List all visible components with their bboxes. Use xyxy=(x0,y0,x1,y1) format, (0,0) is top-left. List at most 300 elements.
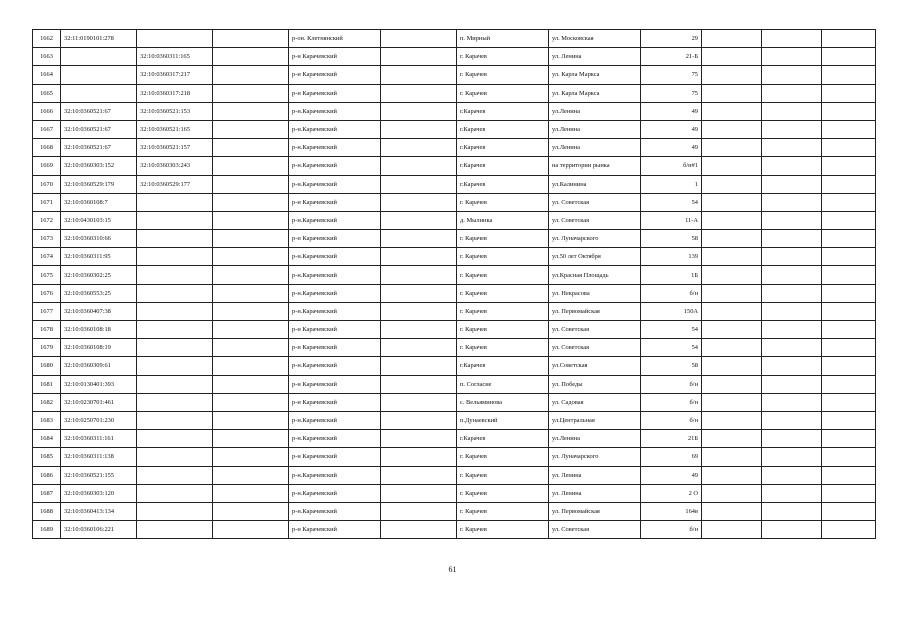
cell-cadastral-parent xyxy=(61,84,137,102)
cell-locality: с. Вельяминова xyxy=(457,393,549,411)
cell-cadastral-number: 32:10:0360521:165 xyxy=(137,120,213,138)
cell-empty xyxy=(213,193,289,211)
cell-cadastral-parent: 32:10:0360311:95 xyxy=(61,248,137,266)
cell-empty xyxy=(822,193,876,211)
cell-cadastral-parent xyxy=(61,48,137,66)
cell-empty xyxy=(381,411,457,429)
cell-locality: г.Карачев xyxy=(457,139,549,157)
cell-cadastral-parent: 32:10:0360407:38 xyxy=(61,302,137,320)
cell-district: р-н.Карачевский xyxy=(289,139,381,157)
table-row xyxy=(33,393,876,411)
cell-locality: г.Карачев xyxy=(457,175,549,193)
table-row xyxy=(33,120,876,138)
cell-cadastral-number xyxy=(137,30,213,48)
cell-empty xyxy=(213,357,289,375)
cell-district: р-н.Карачевский xyxy=(289,484,381,502)
cell-empty xyxy=(213,466,289,484)
cell-street: на территории рынка xyxy=(549,157,641,175)
cell-empty xyxy=(762,484,822,502)
cell-empty xyxy=(381,521,457,539)
cell-house: 58 xyxy=(641,230,702,248)
cell-house: 75 xyxy=(641,66,702,84)
cell-empty xyxy=(702,248,762,266)
cell-empty xyxy=(702,211,762,229)
table-row xyxy=(33,284,876,302)
cell-street: ул. Московская xyxy=(549,30,641,48)
cell-empty xyxy=(822,321,876,339)
table-body xyxy=(33,30,876,539)
cell-empty xyxy=(822,175,876,193)
cell-empty xyxy=(702,411,762,429)
cell-house: б/н xyxy=(641,411,702,429)
table-row xyxy=(33,357,876,375)
cell-empty xyxy=(762,430,822,448)
cell-house: 164в xyxy=(641,502,702,520)
cell-empty xyxy=(381,30,457,48)
table-row xyxy=(33,502,876,520)
cell-empty xyxy=(702,84,762,102)
cell-empty xyxy=(822,466,876,484)
cell-number: 1662 xyxy=(33,30,61,48)
cell-number: 1686 xyxy=(33,466,61,484)
cell-locality: г. Карачев xyxy=(457,466,549,484)
cell-cadastral-number xyxy=(137,193,213,211)
cell-empty xyxy=(702,430,762,448)
cell-empty xyxy=(381,302,457,320)
cell-cadastral-number xyxy=(137,393,213,411)
cell-house: 29 xyxy=(641,30,702,48)
cell-district: р-н Карачевский xyxy=(289,521,381,539)
cell-district: р-н.Карачевский xyxy=(289,157,381,175)
cell-cadastral-number xyxy=(137,266,213,284)
cell-house: 11-А xyxy=(641,211,702,229)
cell-house: 1 xyxy=(641,175,702,193)
cell-district: р-н.Карачевский xyxy=(289,102,381,120)
cell-empty xyxy=(381,48,457,66)
cell-cadastral-parent: 32:10:0360529:179 xyxy=(61,175,137,193)
cell-locality: г.Карачев xyxy=(457,102,549,120)
cell-number: 1680 xyxy=(33,357,61,375)
cell-locality: г. Карачев xyxy=(457,321,549,339)
cell-district: р-н Карачевский xyxy=(289,448,381,466)
cell-house: 21-Б xyxy=(641,48,702,66)
registry-table xyxy=(32,29,876,539)
cell-empty xyxy=(702,484,762,502)
cell-cadastral-number xyxy=(137,448,213,466)
cell-cadastral-parent: 32:10:0360106:221 xyxy=(61,521,137,539)
table-row xyxy=(33,339,876,357)
cell-house: 139 xyxy=(641,248,702,266)
cell-empty xyxy=(762,466,822,484)
cell-cadastral-parent: 32:10:0130401:393 xyxy=(61,375,137,393)
cell-cadastral-number: 32:10:0360311:165 xyxy=(137,48,213,66)
cell-cadastral-number: 32:10:0360317:218 xyxy=(137,84,213,102)
cell-street: ул. Советская xyxy=(549,339,641,357)
cell-empty xyxy=(762,157,822,175)
cell-locality: г. Карачев xyxy=(457,266,549,284)
cell-empty xyxy=(822,375,876,393)
cell-street: ул. Луначарского xyxy=(549,230,641,248)
cell-district: р-н Карачевский xyxy=(289,48,381,66)
cell-locality: г. Карачев xyxy=(457,521,549,539)
cell-number: 1689 xyxy=(33,521,61,539)
cell-street: ул. Первомайская xyxy=(549,302,641,320)
table-row xyxy=(33,321,876,339)
table-row xyxy=(33,484,876,502)
cell-empty xyxy=(381,357,457,375)
cell-locality: г. Карачев xyxy=(457,193,549,211)
cell-house: 49 xyxy=(641,120,702,138)
cell-empty xyxy=(213,284,289,302)
cell-empty xyxy=(381,66,457,84)
cell-district: р-н.Карачевский xyxy=(289,502,381,520)
cell-empty xyxy=(702,284,762,302)
cell-cadastral-parent: 32:10:0430103:15 xyxy=(61,211,137,229)
cell-empty xyxy=(762,411,822,429)
cell-number: 1664 xyxy=(33,66,61,84)
cell-empty xyxy=(213,502,289,520)
cell-district: р-н.Карачевский xyxy=(289,211,381,229)
cell-locality: г.Карачев xyxy=(457,157,549,175)
cell-street: ул. Луначарского xyxy=(549,448,641,466)
cell-cadastral-number xyxy=(137,339,213,357)
cell-cadastral-number: 32:10:0360303:243 xyxy=(137,157,213,175)
cell-street: ул. Ленина xyxy=(549,466,641,484)
cell-empty xyxy=(762,266,822,284)
cell-district: р-н Карачевский xyxy=(289,393,381,411)
cell-district: р-н.Карачевский xyxy=(289,357,381,375)
cell-street: ул.Центральная xyxy=(549,411,641,429)
cell-house: 54 xyxy=(641,193,702,211)
cell-locality: г. Карачев xyxy=(457,448,549,466)
cell-empty xyxy=(762,175,822,193)
table-row xyxy=(33,84,876,102)
table-row xyxy=(33,157,876,175)
cell-empty xyxy=(762,302,822,320)
cell-cadastral-number: 32:10:0360529:177 xyxy=(137,175,213,193)
cell-house: б/н#1 xyxy=(641,157,702,175)
cell-street: ул.Ленина xyxy=(549,102,641,120)
cell-empty xyxy=(381,375,457,393)
cell-empty xyxy=(822,230,876,248)
cell-number: 1665 xyxy=(33,84,61,102)
cell-empty xyxy=(762,521,822,539)
cell-number: 1679 xyxy=(33,339,61,357)
cell-cadastral-number xyxy=(137,302,213,320)
cell-empty xyxy=(702,30,762,48)
table-row xyxy=(33,211,876,229)
cell-number: 1669 xyxy=(33,157,61,175)
cell-empty xyxy=(702,230,762,248)
cell-empty xyxy=(762,339,822,357)
cell-house: б/н xyxy=(641,393,702,411)
cell-district: р-он. Клетнянский xyxy=(289,30,381,48)
cell-street: ул. Карла Маркса xyxy=(549,66,641,84)
cell-house: 1Б xyxy=(641,266,702,284)
cell-empty xyxy=(762,321,822,339)
cell-street: ул. Некрасова xyxy=(549,284,641,302)
cell-empty xyxy=(381,248,457,266)
cell-empty xyxy=(822,66,876,84)
table-row xyxy=(33,448,876,466)
cell-empty xyxy=(822,430,876,448)
cell-number: 1670 xyxy=(33,175,61,193)
cell-house: 2 О xyxy=(641,484,702,502)
cell-empty xyxy=(702,193,762,211)
cell-cadastral-parent xyxy=(61,66,137,84)
cell-empty xyxy=(702,466,762,484)
cell-house: 150А xyxy=(641,302,702,320)
cell-cadastral-parent: 32:10:0360311:161 xyxy=(61,430,137,448)
cell-empty xyxy=(762,48,822,66)
cell-number: 1673 xyxy=(33,230,61,248)
cell-cadastral-number xyxy=(137,284,213,302)
cell-street: ул.Ленина xyxy=(549,139,641,157)
cell-cadastral-parent: 32:10:0360311:138 xyxy=(61,448,137,466)
cell-empty xyxy=(702,266,762,284)
table-row xyxy=(33,521,876,539)
cell-empty xyxy=(381,157,457,175)
cell-empty xyxy=(822,102,876,120)
cell-empty xyxy=(702,302,762,320)
table-row xyxy=(33,302,876,320)
cell-empty xyxy=(702,157,762,175)
cell-empty xyxy=(213,248,289,266)
cell-empty xyxy=(822,521,876,539)
cell-empty xyxy=(822,484,876,502)
cell-cadastral-parent: 32:10:0360521:67 xyxy=(61,102,137,120)
cell-house: б/н xyxy=(641,375,702,393)
cell-locality: г. Карачев xyxy=(457,284,549,302)
cell-number: 1675 xyxy=(33,266,61,284)
cell-cadastral-number xyxy=(137,521,213,539)
cell-cadastral-number xyxy=(137,211,213,229)
cell-cadastral-number xyxy=(137,466,213,484)
cell-house: 54 xyxy=(641,321,702,339)
cell-empty xyxy=(213,230,289,248)
cell-number: 1676 xyxy=(33,284,61,302)
cell-cadastral-number: 32:10:0360521:153 xyxy=(137,102,213,120)
cell-empty xyxy=(762,66,822,84)
table-row xyxy=(33,102,876,120)
cell-street: ул. Советская xyxy=(549,321,641,339)
cell-empty xyxy=(213,157,289,175)
cell-empty xyxy=(762,120,822,138)
cell-cadastral-parent: 32:10:0360521:67 xyxy=(61,139,137,157)
cell-street: ул. Ленина xyxy=(549,484,641,502)
cell-district: р-н.Карачевский xyxy=(289,302,381,320)
cell-locality: г. Карачев xyxy=(457,48,549,66)
cell-empty xyxy=(822,48,876,66)
cell-empty xyxy=(381,321,457,339)
cell-empty xyxy=(702,48,762,66)
cell-street: ул. Победы xyxy=(549,375,641,393)
cell-cadastral-number xyxy=(137,484,213,502)
cell-empty xyxy=(213,175,289,193)
cell-street: ул. Садовая xyxy=(549,393,641,411)
cell-locality: г.Карачев xyxy=(457,357,549,375)
cell-locality: г. Карачев xyxy=(457,248,549,266)
cell-cadastral-parent: 32:10:0360303:152 xyxy=(61,157,137,175)
cell-cadastral-parent: 32:10:0360553:25 xyxy=(61,284,137,302)
cell-empty xyxy=(822,266,876,284)
cell-locality: п. Мирный xyxy=(457,30,549,48)
cell-empty xyxy=(822,211,876,229)
cell-empty xyxy=(213,139,289,157)
cell-empty xyxy=(762,502,822,520)
cell-cadastral-number xyxy=(137,248,213,266)
cell-empty xyxy=(213,484,289,502)
cell-empty xyxy=(381,102,457,120)
cell-empty xyxy=(762,230,822,248)
cell-district: р-н.Карачевский xyxy=(289,411,381,429)
cell-cadastral-parent: 32:10:0360302:25 xyxy=(61,266,137,284)
table-row xyxy=(33,466,876,484)
cell-cadastral-parent: 32:10:0360310:66 xyxy=(61,230,137,248)
cell-empty xyxy=(381,430,457,448)
cell-empty xyxy=(213,339,289,357)
cell-cadastral-number xyxy=(137,502,213,520)
cell-number: 1682 xyxy=(33,393,61,411)
cell-number: 1668 xyxy=(33,139,61,157)
table-row xyxy=(33,30,876,48)
cell-empty xyxy=(702,339,762,357)
table-row xyxy=(33,430,876,448)
cell-empty xyxy=(381,84,457,102)
cell-empty xyxy=(213,302,289,320)
page-number: 61 xyxy=(448,565,457,574)
cell-cadastral-parent: 32:10:0360303:120 xyxy=(61,484,137,502)
cell-empty xyxy=(702,521,762,539)
cell-locality: п.Дунаевский xyxy=(457,411,549,429)
table-row xyxy=(33,66,876,84)
cell-cadastral-number xyxy=(137,375,213,393)
cell-district: р-н.Карачевский xyxy=(289,430,381,448)
cell-cadastral-number: 32:10:0360521:157 xyxy=(137,139,213,157)
cell-cadastral-parent: 32:10:0250701:230 xyxy=(61,411,137,429)
table-row xyxy=(33,411,876,429)
cell-number: 1663 xyxy=(33,48,61,66)
cell-empty xyxy=(213,430,289,448)
table-row xyxy=(33,375,876,393)
cell-street: ул. Карла Маркса xyxy=(549,84,641,102)
cell-cadastral-parent: 32:10:0360108:19 xyxy=(61,339,137,357)
cell-empty xyxy=(702,375,762,393)
cell-locality: д. Мылинка xyxy=(457,211,549,229)
cell-number: 1688 xyxy=(33,502,61,520)
cell-house: б/н xyxy=(641,521,702,539)
table-row xyxy=(33,266,876,284)
cell-number: 1672 xyxy=(33,211,61,229)
cell-number: 1678 xyxy=(33,321,61,339)
cell-empty xyxy=(702,175,762,193)
cell-house: 49 xyxy=(641,466,702,484)
cell-empty xyxy=(762,248,822,266)
cell-district: р-н.Карачевский xyxy=(289,175,381,193)
cell-empty xyxy=(213,411,289,429)
cell-house: 75 xyxy=(641,84,702,102)
cell-empty xyxy=(702,139,762,157)
cell-cadastral-parent: 32:11:0190101:278 xyxy=(61,30,137,48)
cell-empty xyxy=(213,321,289,339)
cell-locality: г. Карачев xyxy=(457,66,549,84)
cell-locality: г. Карачев xyxy=(457,502,549,520)
cell-empty xyxy=(822,248,876,266)
cell-district: р-н Карачевский xyxy=(289,339,381,357)
cell-house: 21Б xyxy=(641,430,702,448)
cell-house: 58 xyxy=(641,357,702,375)
cell-district: р-н.Карачевский xyxy=(289,120,381,138)
cell-locality: п. Согласие xyxy=(457,375,549,393)
cell-cadastral-number xyxy=(137,230,213,248)
cell-empty xyxy=(762,84,822,102)
cell-number: 1667 xyxy=(33,120,61,138)
cell-empty xyxy=(822,84,876,102)
cell-empty xyxy=(762,448,822,466)
cell-district: р-н Карачевский xyxy=(289,66,381,84)
cell-empty xyxy=(702,66,762,84)
cell-empty xyxy=(822,502,876,520)
cell-street: ул.Красная Площадь xyxy=(549,266,641,284)
cell-empty xyxy=(762,102,822,120)
cell-district: р-н Карачевский xyxy=(289,84,381,102)
cell-cadastral-parent: 32:10:0360521:67 xyxy=(61,120,137,138)
cell-empty xyxy=(213,375,289,393)
cell-number: 1683 xyxy=(33,411,61,429)
cell-empty xyxy=(822,284,876,302)
cell-empty xyxy=(381,484,457,502)
cell-empty xyxy=(762,30,822,48)
cell-locality: г.Карачев xyxy=(457,430,549,448)
cell-empty xyxy=(381,266,457,284)
cell-street: ул.50 лет Октября xyxy=(549,248,641,266)
cell-empty xyxy=(381,284,457,302)
cell-empty xyxy=(381,448,457,466)
cell-empty xyxy=(822,157,876,175)
cell-empty xyxy=(213,266,289,284)
cell-number: 1681 xyxy=(33,375,61,393)
cell-number: 1671 xyxy=(33,193,61,211)
cell-empty xyxy=(762,375,822,393)
table-row xyxy=(33,48,876,66)
cell-house: 54 xyxy=(641,339,702,357)
cell-empty xyxy=(822,393,876,411)
cell-district: р-н Карачевский xyxy=(289,375,381,393)
cell-empty xyxy=(213,48,289,66)
cell-empty xyxy=(381,120,457,138)
cell-street: ул. Советская xyxy=(549,521,641,539)
cell-district: р-н.Карачевский xyxy=(289,266,381,284)
cell-empty xyxy=(822,30,876,48)
table-row xyxy=(33,193,876,211)
cell-empty xyxy=(822,339,876,357)
cell-locality: г. Карачев xyxy=(457,302,549,320)
cell-cadastral-number xyxy=(137,321,213,339)
cell-empty xyxy=(702,120,762,138)
cell-locality: г. Карачев xyxy=(457,230,549,248)
cell-number: 1684 xyxy=(33,430,61,448)
cell-empty xyxy=(762,211,822,229)
cell-district: р-н Карачевский xyxy=(289,321,381,339)
cell-house: 49 xyxy=(641,139,702,157)
cell-street: ул.Советская xyxy=(549,357,641,375)
cell-empty xyxy=(822,139,876,157)
table-row xyxy=(33,175,876,193)
cell-empty xyxy=(702,102,762,120)
cell-number: 1674 xyxy=(33,248,61,266)
cell-empty xyxy=(381,339,457,357)
cell-empty xyxy=(381,502,457,520)
